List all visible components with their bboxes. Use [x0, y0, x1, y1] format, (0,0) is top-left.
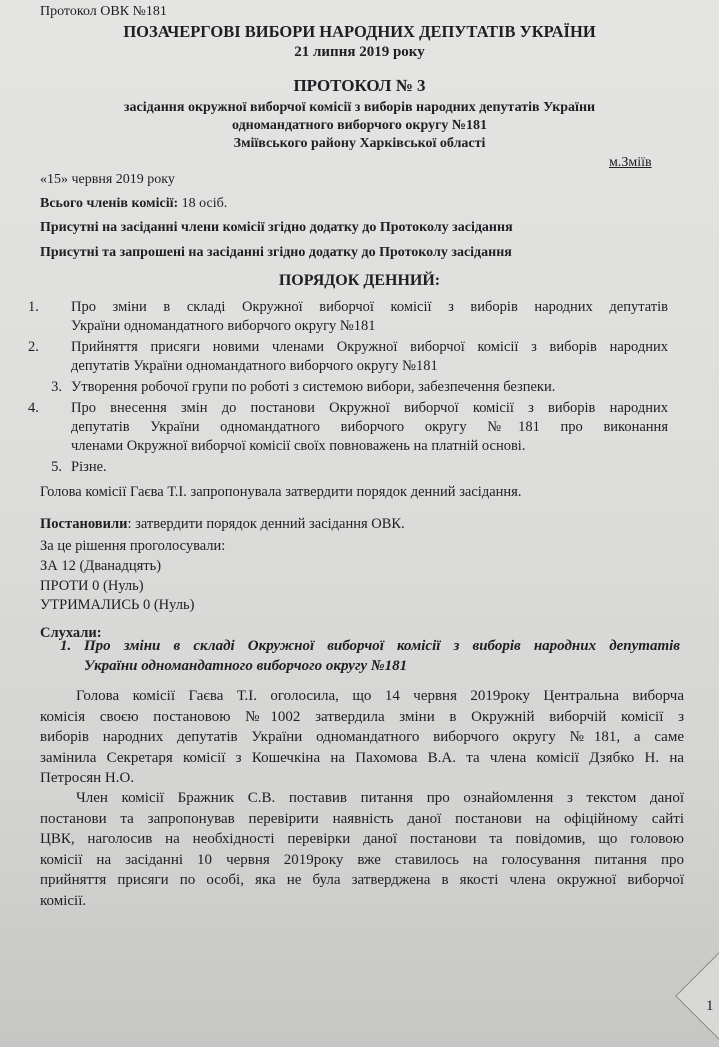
election-date: 21 липня 2019 року [294, 44, 425, 60]
document-title: ПОЗАЧЕРГОВІ ВИБОРИ НАРОДНИХ ДЕПУТАТІВ УКРАЇНИ [123, 22, 596, 41]
total-members-value: 18 осіб. [178, 196, 228, 211]
decision-label: Постановили [40, 516, 128, 532]
invited-members-line: Присутні та запрошені на засіданні згідно додатку до Протоколу засідання [40, 245, 512, 260]
agenda-item: 2. Прийняття присяги новими членами Окружної виборчої комісії з виборів народних депутатів України одномандатного виборчого округу №181 [28, 339, 668, 374]
total-members [40, 196, 227, 212]
agenda-item: 4. Про внесення змін до постанови Окружної виборчої комісії з виборів народних депутатів України одномандатного виборчого округу №181 про виконання членами Окружної виборчої комісії своїх повноважень на платній основі. [28, 400, 668, 454]
agenda-list [28, 298, 668, 477]
protocol-title: ПРОТОКОЛ № 3 [293, 76, 426, 95]
heard-paragraph-1: Голова комісії Гаєва Т.І. оголосила, що 14 червня 2019року Центральна виборча комісія своєю постановою №1002 затвердила зміни в Окружній виборчій комісії з виборів народних депутатів України одномандатного виборчого округу №181, а саме замінила Секретаря комісії з Кошечкіна на Пахомова В.А. та члена комісії Дзябко Н. на Петросян Н.О. [40, 688, 684, 786]
chair-proposal: Голова комісії Гаєва Т.І. запропонувала затвердити порядок денний засідання. [40, 484, 522, 500]
agenda-item: 3. Утворення робочої групи по роботі з системою вибори, забезпечення безпеки. [51, 379, 556, 395]
subtitle-line-3: Зміївського району Харківської області [233, 136, 486, 151]
present-members-line: Присутні на засіданні члени комісії згідно додатку до Протоколу засідання [40, 220, 513, 235]
votes-against: ПРОТИ 0 (Нуль) [40, 578, 144, 594]
agenda-item: 1. Про зміни в складі Окружної виборчої комісії з виборів народних депутатів України одномандатного виборчого округу №181 [28, 299, 668, 334]
protocol-reference: Протокол ОВК №181 [40, 4, 167, 19]
subtitle-line-2: одномандатного виборчого округу №181 [231, 118, 488, 133]
meeting-date: «15» червня 2019 року [40, 172, 175, 187]
votes-abstained: УТРИМАЛИСЬ 0 (Нуль) [40, 597, 195, 613]
page-number: 1 [706, 998, 714, 1014]
page-corner-fold [675, 952, 719, 1040]
agenda-heading: ПОРЯДОК ДЕННИЙ: [278, 272, 441, 289]
subtitle-line-1: засідання окружної виборчої комісії з виборів народних депутатів України [123, 100, 596, 115]
agenda-item: 5. Різне. [51, 459, 107, 475]
total-members-label: Всього членів комісії: [40, 196, 179, 211]
heard-label: Слухали: [40, 625, 102, 641]
votes-for: ЗА 12 (Дванадцять) [40, 558, 162, 574]
heard-topic: 1. Про зміни в складі Окружної виборчої комісії з виборів народних депутатів України одномандатного виборчого округу №181 [60, 638, 680, 674]
heard-paragraph-2: Член комісії Бражник С.В. поставив питання про ознайомлення з текстом даної постанови та запропонував перевірити наявність даної постанови на офіційному сайті ЦВК, наголосив на необхідності перевірки даної постанови та повідомив, що головою комісії на засіданні 10 червня 2019року вже ставилось на голосування питання про прийняття присяги по особі, яка не була затверджена в якості члена окружної виборчої комісії. [40, 790, 684, 909]
decision-line [40, 516, 405, 533]
city-label: м.Зміїв [609, 155, 652, 170]
decision-text: : затвердити порядок денний засідання ОВК. [127, 516, 405, 532]
vote-intro: За це рішення проголосували: [40, 538, 226, 554]
